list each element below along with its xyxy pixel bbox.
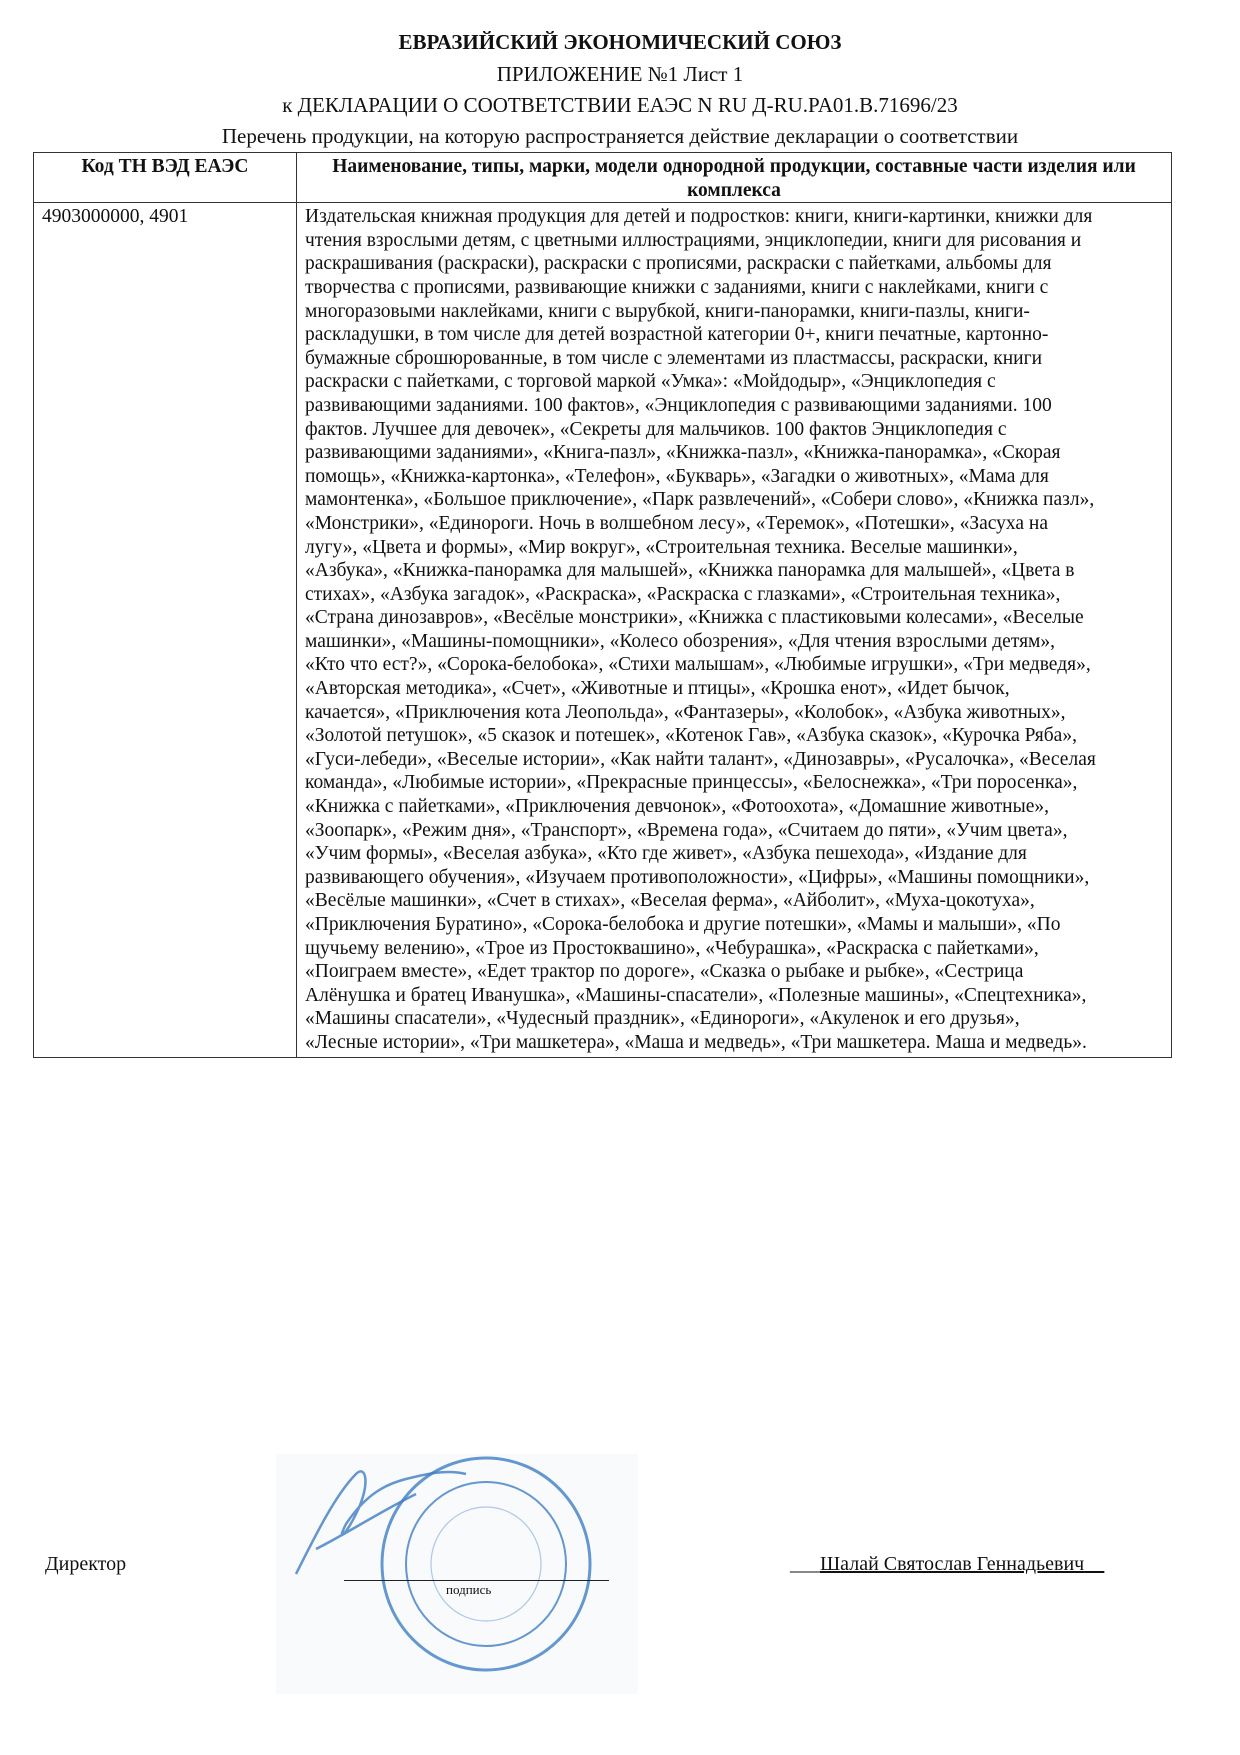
description-line: бумажные сброшюрованные, в том числе с элементами из пластмассы, раскраски, книги [305, 347, 1043, 369]
director-name [790, 1553, 1104, 1576]
description-line: «Страна динозавров», «Весёлые монстрики», «Книжка с пластиковыми колесами», «Веселые [305, 607, 1084, 629]
description-line: Издательская книжная продукция для детей и подростков: книги, книги-картинки, книжки для [305, 206, 1093, 228]
list-subtitle: Перечень продукции, на которую распространяется действие декларации о соответствии [221, 124, 1019, 148]
products-table [33, 152, 1172, 1058]
description-line: лугу», «Цвета и формы», «Мир вокруг», «Строительная техника. Веселые машинки», [305, 536, 1018, 558]
description-line: развивающими заданиями», «Книга-пазл», «Книжка-пазл», «Книжка-панорамка», «Скорая [305, 442, 1061, 464]
description-line: помощь», «Книжка-картонка», «Телефон», «Букварь», «Загадки о животных», «Мама для [305, 465, 1049, 487]
name-text: Шалай Святослав Геннадьевич [820, 1553, 1085, 1575]
appendix-title: ПРИЛОЖЕНИЕ №1 Лист 1 [496, 62, 744, 86]
description-line: «Золотой петушок», «5 сказок и потешек», «Котенок Гав», «Азбука сказок», «Курочка Ряба», [305, 725, 1077, 747]
description-line: «Гуси-лебеди», «Веселые истории», «Как найти талант», «Динозавры», «Русалочка», «Веселая [305, 748, 1096, 770]
description-line: Алёнушка и братец Иванушка», «Машины-спасатели», «Полезные машины», «Спецтехника», [305, 984, 1087, 1006]
description-line: «Кто что ест?», «Сорока-белобока», «Стихи малышам», «Любимые игрушки», «Три медведя», [305, 654, 1091, 676]
description-line: мамонтенка», «Большое приключение», «Парк развлечений», «Собери слово», «Книжка пазл», [305, 489, 1095, 511]
cell-code: 4903000000, 4901 [34, 203, 297, 1057]
description-line: «Весёлые машинки», «Счет в стихах», «Веселая ферма», «Айболит», «Муха-цокотуха», [305, 890, 1035, 912]
description-line: «Авторская методика», «Счет», «Животные и птицы», «Крошка енот», «Идет бычок, [305, 678, 1010, 700]
name-suffix: __ [1084, 1553, 1105, 1575]
description-line: «Книжка с пайетками», «Приключения девчонок», «Фотоохота», «Домашние животные», [305, 796, 1049, 818]
description-line: качается», «Приключения кота Леопольда», «Фантазеры», «Колобок», «Азбука животных», [305, 701, 1066, 723]
column-header-code: Код ТН ВЭД ЕАЭС [34, 153, 297, 203]
description-line: «Поиграем вместе», «Едет трактор по дороге», «Сказка о рыбаке и рыбке», «Сестрица [305, 961, 1024, 983]
description-line: машинки», «Машины-помощники», «Колесо обозрения», «Для чтения взрослыми детям», [305, 630, 1056, 652]
description-line: раскраски с пайетками, с торговой маркой «Умка»: «Мойдодыр», «Энциклопедия с [305, 371, 996, 393]
description-line: развивающего обучения», «Изучаем противоположности», «Цифры», «Машины помощники», [305, 866, 1090, 888]
description-line: развивающими заданиями. 100 фактов», «Энциклопедия с развивающими заданиями. 100 [305, 394, 1052, 416]
description-line: чтения взрослыми детям, с цветными иллюстрациями, энциклопедии, книги для рисования и [305, 229, 1082, 251]
stamp-and-signature-image [276, 1454, 638, 1694]
table-header-row [34, 153, 1172, 203]
description-line: раскладушки, в том числе для детей возрастной категории 0+, книги печатные, картонно- [305, 324, 1049, 346]
cell-description [297, 203, 1172, 1057]
declaration-title: к ДЕКЛАРАЦИИ О СООТВЕТСТВИИ ЕАЭС N RU Д-RU.PA01.B.71696/23 [282, 93, 958, 117]
union-title: ЕВРАЗИЙСКИЙ ЭКОНОМИЧЕСКИЙ СОЮЗ [398, 30, 842, 54]
description-line: творчества с прописями, развивающие книжки с заданиями, книги с наклейками, книги с [305, 276, 1049, 298]
description-line: «Монстрики», «Единороги. Ночь в волшебном лесу», «Теремок», «Потешки», «Засуха на [305, 512, 1048, 534]
description-line: фактов. Лучшее для девочек», «Секреты для мальчиков. 100 фактов Энциклопедия с [305, 418, 1007, 440]
table-row [34, 203, 1172, 1057]
column-header-description: Наименование, типы, марки, модели однородной продукции, составные части изделия или комплекса [297, 153, 1172, 203]
signature-caption: подпись [446, 1582, 492, 1597]
description-line: стихах», «Азбука загадок», «Раскраска», «Раскраска с глазками», «Строительная техника», [305, 583, 1061, 605]
description-line: многоразовыми наклейками, книги с вырубкой, книги-панорамки, книги-пазлы, книги- [305, 300, 1030, 322]
description-line: «Машины спасатели», «Чудесный праздник», «Единороги», «Акуленок и его друзья», [305, 1008, 1020, 1030]
description-line: «Учим формы», «Веселая азбука», «Кто где живет», «Азбука пешехода», «Издание для [305, 843, 1027, 865]
signature-line [344, 1580, 609, 1581]
name-prefix: ___ [790, 1553, 820, 1575]
description-line: раскрашивания (раскраски), раскраски с прописями, раскраски с пайетками, альбомы для [305, 253, 1052, 275]
description-line: щучьему велению», «Трое из Простоквашино», «Чебурашка», «Раскраска с пайетками», [305, 937, 1039, 959]
position-label: Директор [45, 1553, 127, 1575]
description-line: «Азбука», «Книжка-панорамка для малышей», «Книжка панорамка для малышей», «Цвета в [305, 560, 1075, 582]
description-line: «Приключения Буратино», «Сорока-белобока и другие потешки», «Мамы и малыши», «По [305, 914, 1061, 935]
description-line: «Лесные истории», «Три машкетера», «Маша и медведь», «Три машкетера. Маша и медведь». [305, 1031, 1087, 1053]
description-line: «Зоопарк», «Режим дня», «Транспорт», «Времена года», «Считаем до пяти», «Учим цвета», [305, 819, 1068, 841]
description-line: команда», «Любимые истории», «Прекрасные принцессы», «Белоснежка», «Три поросенка», [305, 772, 1078, 794]
